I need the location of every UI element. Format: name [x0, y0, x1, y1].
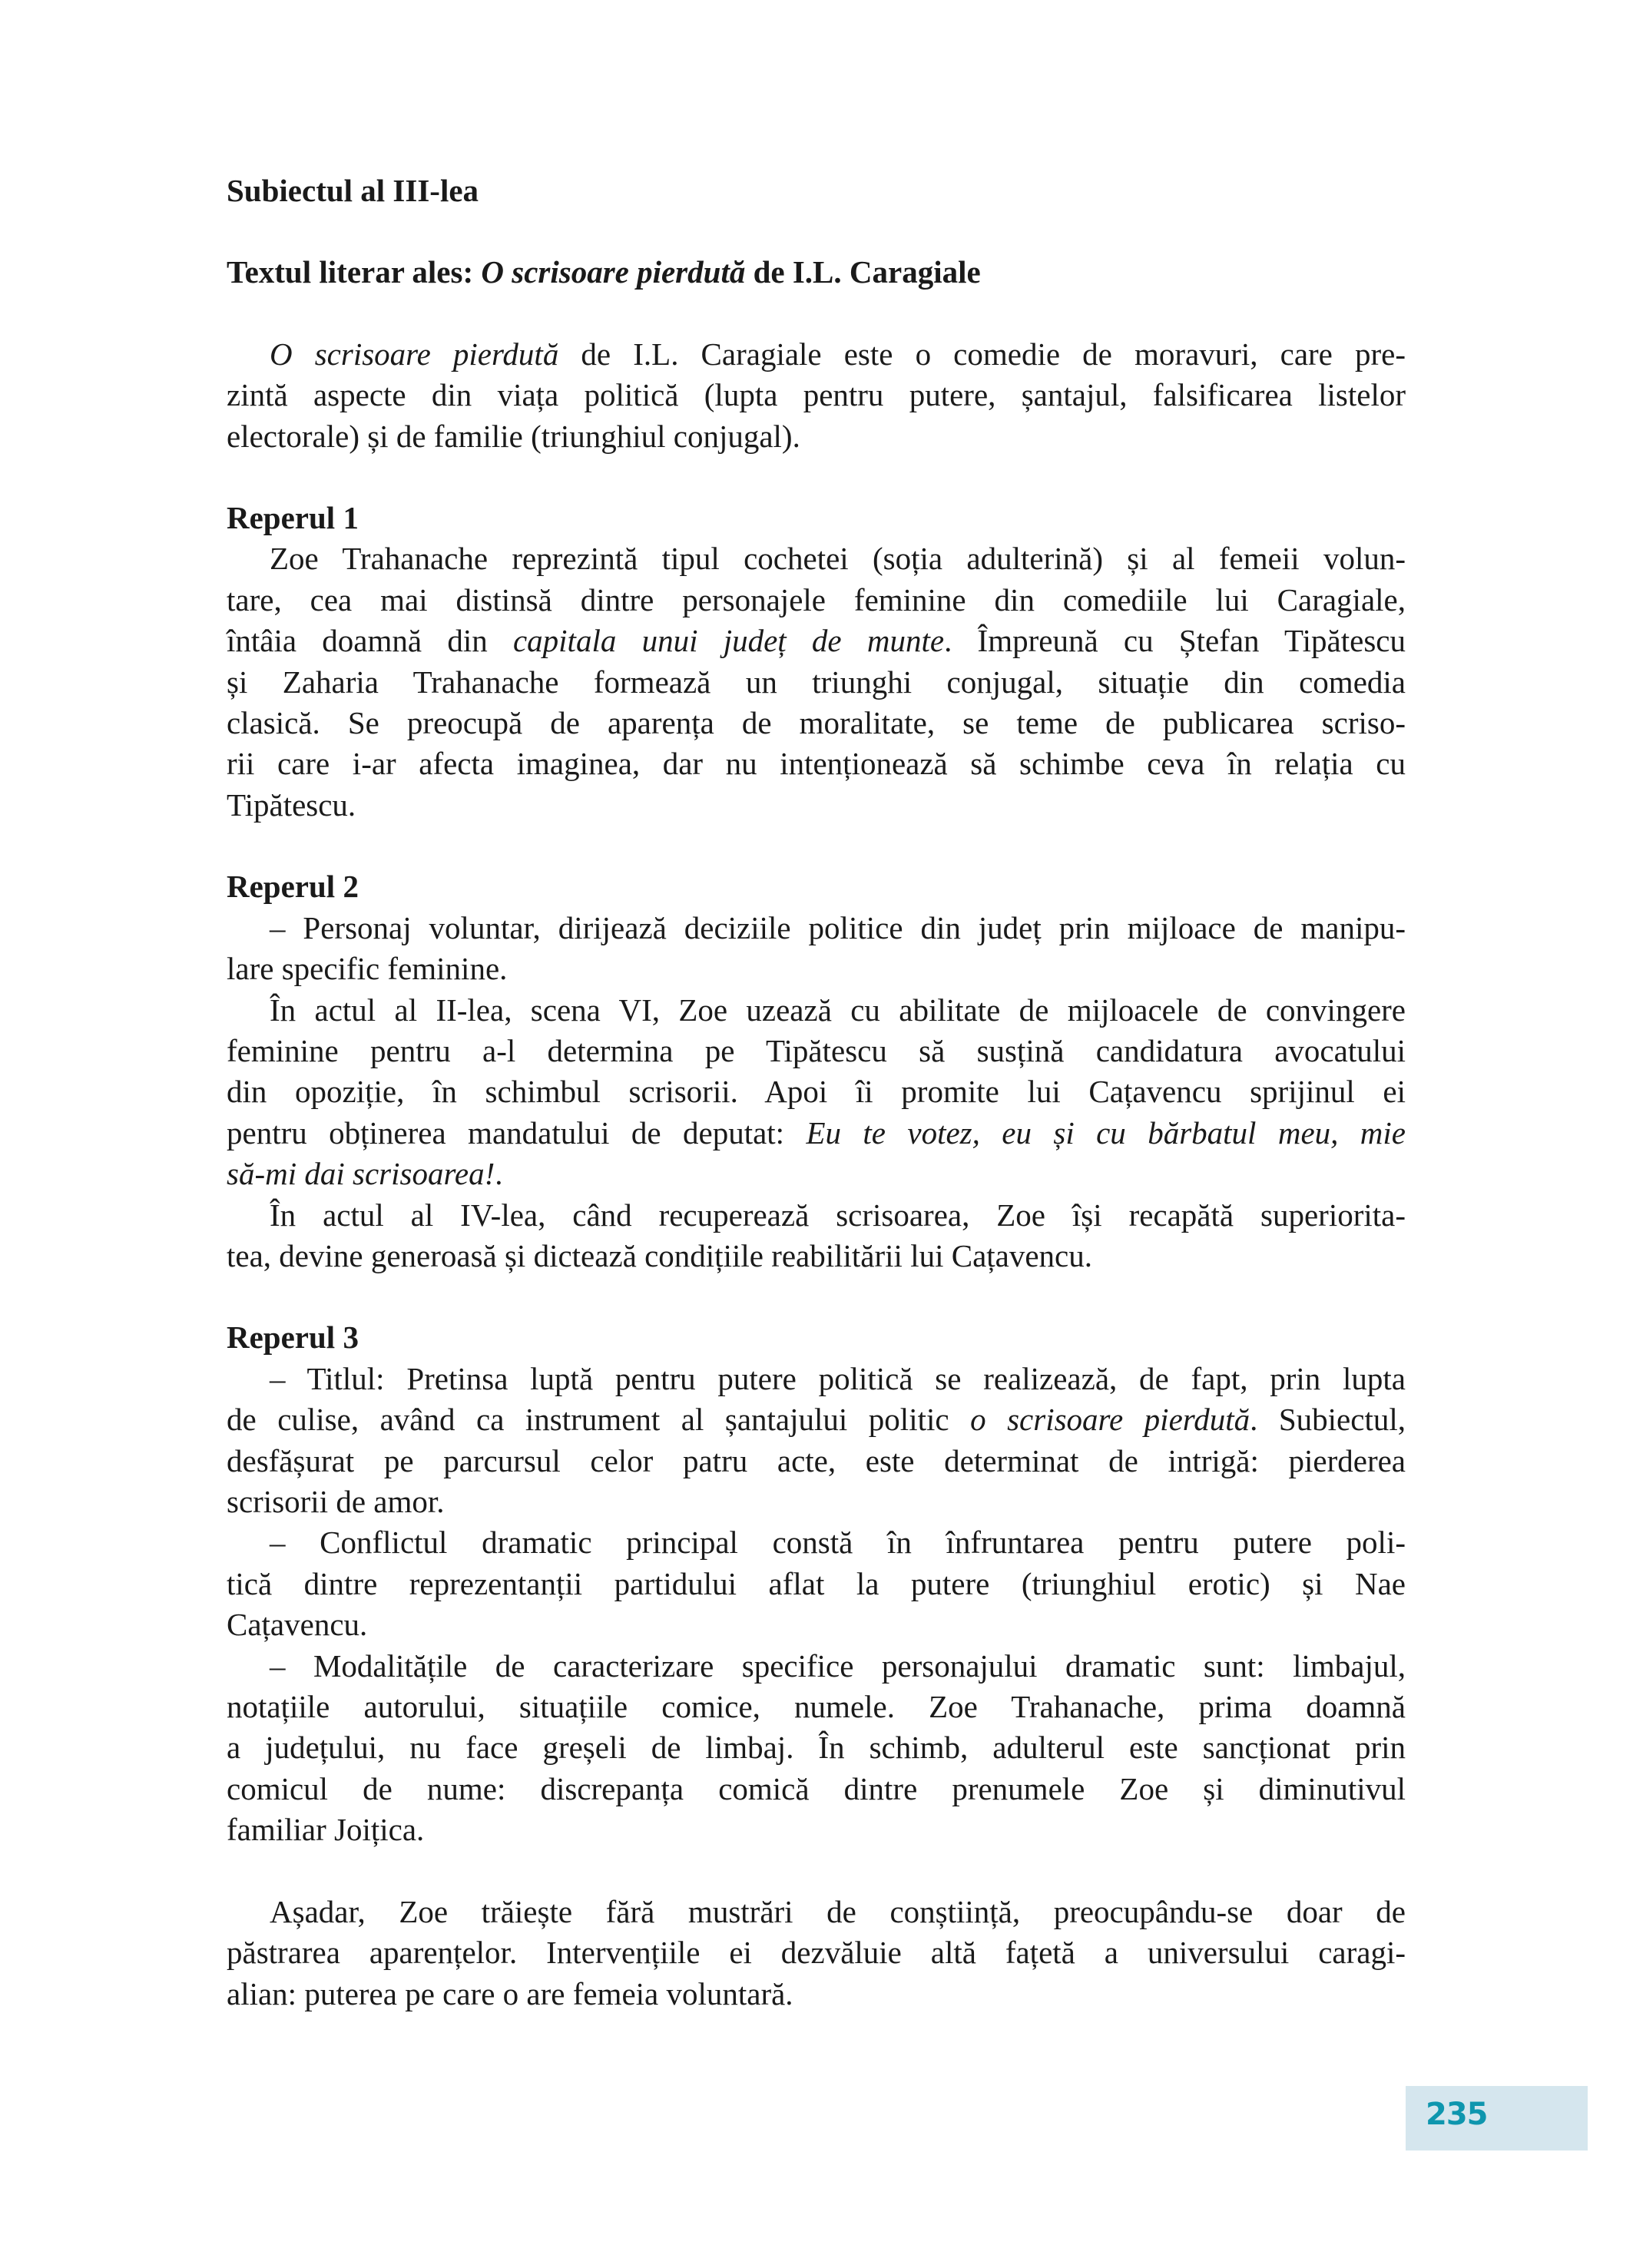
text-line: Tipătescu. — [227, 786, 356, 823]
line-text: . Împreună cu Ștefan Tipătescu — [944, 623, 1406, 659]
text-line — [227, 334, 1406, 375]
text-line: tică dintre reprezentanții partidului aflat la putere (triunghiul erotic) și Nae — [227, 1565, 1406, 1601]
text-line: – Modalitățile de caracterizare specifice personajului dramatic sunt: limbajul, — [270, 1647, 1406, 1684]
text-line: a județului, nu face greșeli de limbaj. În schimb, adulterul este sancționat prin — [227, 1730, 1406, 1766]
italic-quote: Eu te votez, eu și cu bărbatul meu, mie — [806, 1114, 1406, 1151]
literary-text-heading-suffix: de I.L. Caragiale — [745, 254, 981, 290]
line-text: . Subiectul, — [1250, 1402, 1406, 1438]
conclusion-paragraph — [227, 1892, 1406, 2015]
line-text: de culise, având ca instrument al șantajului politic — [227, 1402, 971, 1438]
text-line — [227, 1113, 1406, 1154]
text-line: tare, cea mai distinsă dintre personajele feminine din comediile lui Caragiale, — [227, 581, 1406, 617]
text-line: și Zaharia Trahanache formează un triunghi conjugal, situație din comedia — [227, 664, 1406, 700]
italic-quote: capitala unui județ de munte — [512, 623, 945, 659]
literary-text-heading-prefix: Textul literar ales: — [227, 254, 482, 290]
italic-quote: să-mi dai scrisoarea! — [227, 1156, 495, 1192]
text-line: – Personaj voluntar, dirijează deciziile politice din județ prin mijloace de manipu- — [270, 909, 1406, 945]
text-line — [227, 1154, 1406, 1194]
reper-2-paragraph-3 — [227, 1195, 1406, 1277]
text-line: Așadar, Zoe trăiește fără mustrări de conștiință, preocupându-se doar de — [270, 1894, 1406, 1930]
text-line: rii care i-ar afecta imaginea, dar nu intenționează să schimbe ceva în relația cu — [227, 746, 1406, 782]
text-line: tea, devine generoasă și dictează condițiile reabilitării lui Cațavencu. — [227, 1237, 1092, 1273]
reper-1-paragraph — [227, 538, 1406, 826]
text-line: desfășurat pe parcursul celor patru acte, este determinat de intrigă: pierderea — [227, 1442, 1406, 1478]
reper-3-paragraph-3 — [227, 1646, 1406, 1851]
italic-title: o scrisoare pierdută — [970, 1402, 1250, 1438]
reper-2-heading: Reperul 2 — [227, 869, 359, 905]
text-line — [227, 621, 1406, 661]
text-line: – Conflictul dramatic principal constă în înfruntarea pentru putere poli- — [270, 1525, 1406, 1561]
text-line: electorale) și de familie (triunghiul conjugal). — [227, 418, 800, 454]
line-text: . — [495, 1156, 503, 1192]
text-line: alian: puterea pe care o are femeia voluntară. — [227, 1975, 793, 2011]
text-line: familiar Joițica. — [227, 1812, 425, 1848]
line-text: întâia doamnă din — [227, 623, 513, 659]
subject-heading: Subiectul al III-lea — [227, 173, 479, 208]
text-line: În actul al IV-lea, când recuperează scrisoarea, Zoe își recapătă superiorita- — [270, 1197, 1406, 1233]
text-line: păstrarea aparențelor. Intervențiile ei dezvăluie altă fațetă a universului caragi- — [227, 1935, 1406, 1971]
text-line: comicul de nume: discrepanța comică dintre prenumele Zoe și diminutivul — [227, 1770, 1406, 1806]
intro-paragraph — [227, 334, 1406, 457]
literary-work-title: O scrisoare pierdută — [481, 254, 746, 290]
line-text: de I.L. Caragiale este o comedie de moravuri, care pre- — [558, 336, 1406, 372]
text-line: Cațavencu. — [227, 1607, 368, 1643]
page-number: 235 — [1426, 2097, 1488, 2132]
literary-text-heading — [227, 252, 1406, 293]
text-line: feminine pentru a-l determina pe Tipătescu să susțină candidatura avocatului — [227, 1032, 1406, 1068]
page-number-box — [1406, 2086, 1588, 2150]
reper-3-heading: Reperul 3 — [227, 1319, 359, 1356]
spacer — [227, 1851, 1406, 1892]
italic-title: O scrisoare pierdută — [270, 336, 559, 372]
page-content — [227, 171, 1406, 2015]
text-line: zintă aspecte din viața politică (lupta pentru putere, șantajul, falsificarea listelor — [227, 377, 1406, 413]
text-line: scrisorii de amor. — [227, 1483, 445, 1519]
text-line — [227, 1399, 1406, 1440]
text-line: clasică. Se preocupă de aparența de moralitate, se teme de publicarea scriso- — [227, 705, 1406, 741]
text-line: În actul al II-lea, scena VI, Zoe uzează cu abilitate de mijloacele de convingere — [270, 992, 1406, 1028]
line-text: pentru obținerea mandatului de deputat: — [227, 1114, 807, 1151]
reper-2-paragraph-1 — [227, 908, 1406, 990]
text-line: din opoziție, în schimbul scrisorii. Apoi îi promite lui Cațavencu sprijinul ei — [227, 1074, 1406, 1110]
reper-2-paragraph-2 — [227, 990, 1406, 1195]
text-line: – Titlul: Pretinsa luptă pentru putere politică se realizează, de fapt, prin lupta — [270, 1360, 1406, 1396]
reper-3-paragraph-2 — [227, 1522, 1406, 1645]
text-line: notațiile autorului, situațiile comice, numele. Zoe Trahanache, prima doamnă — [227, 1689, 1406, 1724]
reper-3-paragraph-1 — [227, 1359, 1406, 1523]
text-line: Zoe Trahanache reprezintă tipul cochetei (soția adulterină) și al femeii volun- — [270, 541, 1406, 577]
reper-1-heading: Reperul 1 — [227, 500, 359, 536]
text-line: lare specific feminine. — [227, 951, 508, 987]
